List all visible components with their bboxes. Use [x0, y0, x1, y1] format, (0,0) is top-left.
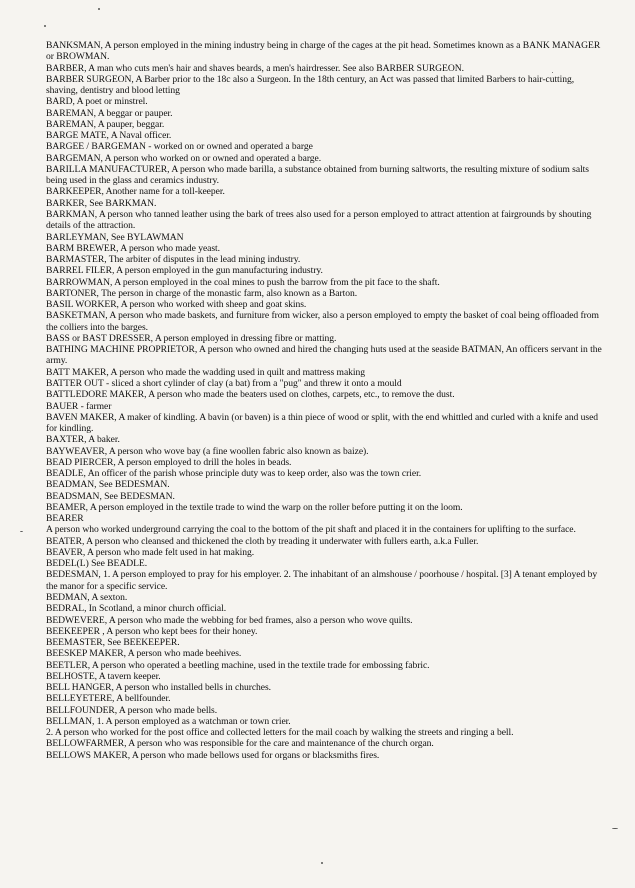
scan-speck [44, 25, 46, 27]
entry-bead-piercer: BEAD PIERCER, A person employed to drill the holes in beads. [46, 456, 292, 468]
entry-baven-maker: BAVEN MAKER, A maker of kindling. A bavin (or baven) is a thin piece of wood or split, with the end whittled and curled with a knife and used for kindling. [46, 411, 599, 435]
entry-barrowman: BARROWMAN, A person employed in the coal mines to push the barrow from the pit face to the shaft. [46, 276, 440, 288]
entry-barmaster: BARMASTER, The arbiter of disputes in the lead mining industry. [46, 254, 301, 266]
entry-beetler: BEETLER, A person who operated a beetling machine, used in the textile trade for embossing fabric. [46, 659, 430, 671]
entry-bellfounder: BELLFOUNDER, A person who made bells. [46, 704, 218, 716]
entry-beekeeper: BEEKEEPER , A person who kept bees for their honey. [46, 625, 258, 637]
entry-barber-surgeon: BARBER SURGEON, A Barber prior to the 18c also a Surgeon. In the 18th century, an Act was passed that limited Barbers to hair-cutting, shaving, dentistry and blood letting [46, 73, 575, 97]
entry-banksman: BANKSMAN, A person employed in the mining industry being in charge of the cages at the pit head. Sometimes known as a BANK MANAGER or BROWMAN. [46, 40, 601, 63]
scan-speck [612, 828, 618, 829]
entry-bedman: BEDMAN, A sexton. [46, 592, 128, 604]
scan-speck [98, 8, 100, 10]
entry-bedral: BEDRAL, In Scotland, a minor church official. [46, 603, 227, 615]
entry-beadle: BEADLE, An officer of the parish whose principle duty was to keep order, also was the town crier. [46, 468, 422, 480]
entry-batt-maker: BATT MAKER, A person who made the wadding used in quilt and mattress making [46, 366, 366, 378]
scan-speck [20, 531, 23, 532]
scan-speck [552, 72, 553, 73]
entry-beadsman: BEADSMAN, See BEDESMAN. [46, 490, 175, 502]
entry-beeskep-maker: BEESKEP MAKER, A person who made beehives. [46, 648, 242, 660]
entry-bargeman: BARGEMAN, A person who worked on or owned and operated a barge. [46, 152, 322, 164]
entry-barm-brewer: BARM BREWER, A person who made yeast. [46, 242, 221, 254]
scan-speck [321, 862, 323, 864]
entry-belleyetere: BELLEYETERE, A bellfounder. [46, 693, 171, 705]
entry-beaver: BEAVER, A person who made felt used in hat making. [46, 546, 255, 558]
entry-batter-out: BATTER OUT - sliced a short cylinder of clay (a bat) from a "pug" and threw it onto a mould [46, 377, 402, 389]
entry-bearer-definition: A person who worked underground carrying the coal to the bottom of the pit shaft and placed it in the containers for uplifting to the surface. [46, 524, 576, 536]
entry-bedwevere: BEDWEVERE, A person who made the webbing for bed frames, also a person who wove quilts. [46, 614, 413, 626]
entry-barber: BARBER, A man who cuts men's hair and shaves beards, a men's hairdresser. See also BARBER SURGEON. [46, 62, 464, 74]
entry-bellman-2: 2. A person who worked for the post office and collected letters for the mail coach by walking the streets and ringing a bell. [46, 727, 514, 739]
entry-beater: BEATER, A person who cleansed and thickened the cloth by treading it underwater with fullers earth, a.k.a Fuller. [46, 535, 479, 547]
entry-bass-dresser: BASS or BAST DRESSER, A person employed in dressing fibre or matting. [46, 332, 337, 344]
entry-beadman: BEADMAN, See BEDESMAN. [46, 479, 170, 491]
entry-bargee: BARGEE / BARGEMAN - worked on or owned and operated a barge [46, 141, 313, 153]
entry-bard: BARD, A poet or minstrel. [46, 96, 148, 108]
entry-baxter: BAXTER, A baker. [46, 434, 120, 446]
entry-basil-worker: BASIL WORKER, A person who worked with sheep and goat skins. [46, 299, 307, 311]
entry-barilla-manufacturer: BARILLA MANUFACTURER, A person who made barilla, a substance obtained from burning saltworts, the resulting mixture of sodium salts being used in the glass and ceramics industry. [46, 163, 589, 187]
entry-bathing-machine-proprietor: BATHING MACHINE PROPRIETOR, A person who owned and hired the changing huts used at the seaside BATMAN, An officers servant in the army. [46, 344, 602, 367]
entry-bellowfarmer: BELLOWFARMER, A person who was responsible for the care and maintenance of the church organ. [46, 738, 434, 750]
glossary-entries [46, 40, 602, 761]
entry-beemaster: BEEMASTER, See BEEKEEPER. [46, 637, 180, 649]
entry-bauer: BAUER - farmer [46, 400, 112, 412]
entry-barkman: BARKMAN, A person who tanned leather using the bark of trees also used for a person employed to attract attention at fairgrounds by shouting details of the attraction. [46, 208, 592, 232]
entry-bayweaver: BAYWEAVER, A person who wove bay (a fine woollen fabric also known as baize). [46, 445, 369, 457]
entry-barrel-filer: BARREL FILER, A person employed in the gun manufacturing industry. [46, 265, 323, 277]
entry-bedesman: BEDESMAN, 1. A person employed to pray for his employer. 2. The inhabitant of an almshouse / poorhouse / hospital. [3] A tenant employed by the manor for a specific service. [46, 569, 598, 592]
entry-bareman-2: BAREMAN, A pauper, beggar. [46, 118, 165, 130]
entry-bell-hanger: BELL HANGER, A person who installed bells in churches. [46, 682, 272, 694]
entry-barkeeper: BARKEEPER, Another name for a toll-keeper. [46, 186, 225, 198]
entry-battledore-maker: BATTLEDORE MAKER, A person who made the beaters used on clothes, carpets, etc., to remove the dust. [46, 389, 455, 401]
entry-bartoner: BARTONER, The person in charge of the monastic farm, also known as a Barton. [46, 287, 358, 299]
entry-barleyman: BARLEYMAN, See BYLAWMAN [46, 231, 184, 243]
entry-barge-mate: BARGE MATE, A Naval officer. [46, 130, 172, 142]
entry-belhoste: BELHOSTE, A tavern keeper. [46, 670, 161, 682]
entry-basketman: BASKETMAN, A person who made baskets, and furniture from wicker, also a person employed to empty the basket of coal being offloaded from the colliers into the barges. [46, 310, 599, 333]
entry-bellman-1: BELLMAN, 1. A person employed as a watchman or town crier. [46, 715, 291, 727]
entry-barker: BARKER, See BARKMAN. [46, 197, 157, 209]
entry-bareman-1: BAREMAN, A beggar or pauper. [46, 107, 173, 119]
entry-bearer: BEARER [46, 513, 84, 525]
entry-beamer: BEAMER, A person employed in the textile trade to wind the warp on the roller before putting it on the loom. [46, 501, 463, 513]
entry-bedell: BEDEL(L) See BEADLE. [46, 558, 148, 570]
entry-bellows-maker: BELLOWS MAKER, A person who made bellows used for organs or blacksmiths fires. [46, 749, 380, 761]
